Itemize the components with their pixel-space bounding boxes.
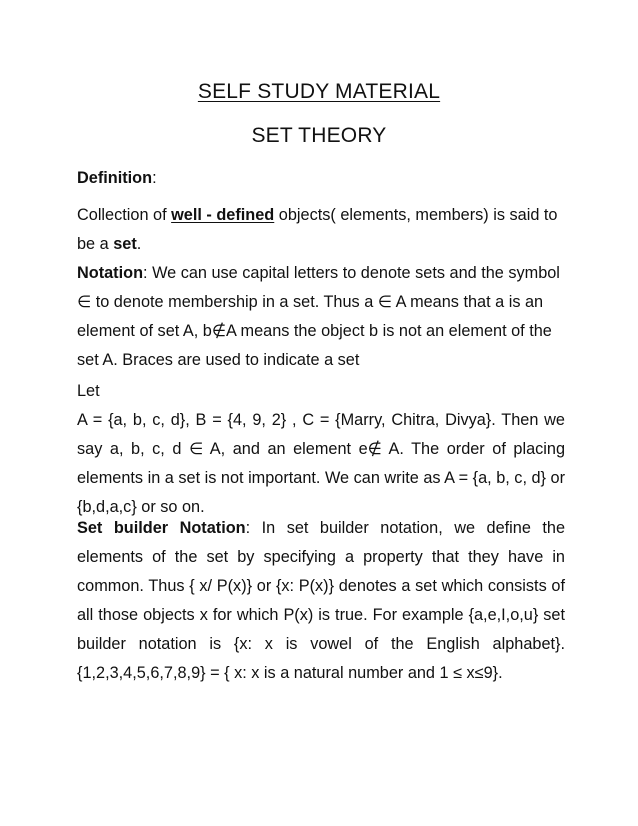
- definition-paragraph: [77, 201, 565, 375]
- example-text: A = {a, b, c, d}, B = {4, 9, 2} , C = {Marry, Chitra, Divya}. Then we say a, b, c, d ∈ A, and an element e∉ A. The order of placing elements in a set is not important. We can write as A = {a, b, c, d} or {b,d,a,c} or so on.: [77, 411, 565, 516]
- set-builder-label: Set builder Notation: [77, 519, 246, 537]
- notation-label: Notation: [77, 264, 144, 282]
- let-text: Let: [77, 382, 100, 400]
- set-builder-body: [77, 514, 565, 688]
- set-builder-paragraph: [77, 514, 565, 688]
- collection-post-text: objects( elements, members) is said to be a: [77, 206, 558, 253]
- definition-colon: :: [152, 169, 157, 187]
- set-term: set: [113, 235, 137, 253]
- notation-text: : We can use capital letters to denote sets and the symbol ∈ to denote membership in a set. Thus a ∈ A means that a is an element of set A, b∉A means the object b is not an element of the set A. Braces are used to indicate a set: [77, 264, 560, 369]
- set-builder-text: : In set builder notation, we define the elements of the set by specifying a property that they have in common. Thus { x/ P(x)} or {x: P(x)} denotes a set which consists of all those objects x for which P(x) is true. For example {a,e,I,o,u} set builder notation is {x: x is vowel of the English alphabet}. {1,2,3,4,5,6,7,8,9} = { x: x is a natural number and 1 ≤ x≤9}.: [77, 519, 565, 682]
- set-post-text: .: [136, 235, 142, 253]
- page-subtitle: SET THEORY: [251, 124, 387, 147]
- well-defined-term: well - defined: [171, 206, 275, 224]
- definition-heading: [77, 164, 565, 193]
- page-title: SELF STUDY MATERIAL: [197, 80, 441, 103]
- example-paragraph: [77, 377, 565, 522]
- definition-label: Definition: [77, 169, 153, 187]
- collection-pre-text: Collection of: [77, 206, 172, 224]
